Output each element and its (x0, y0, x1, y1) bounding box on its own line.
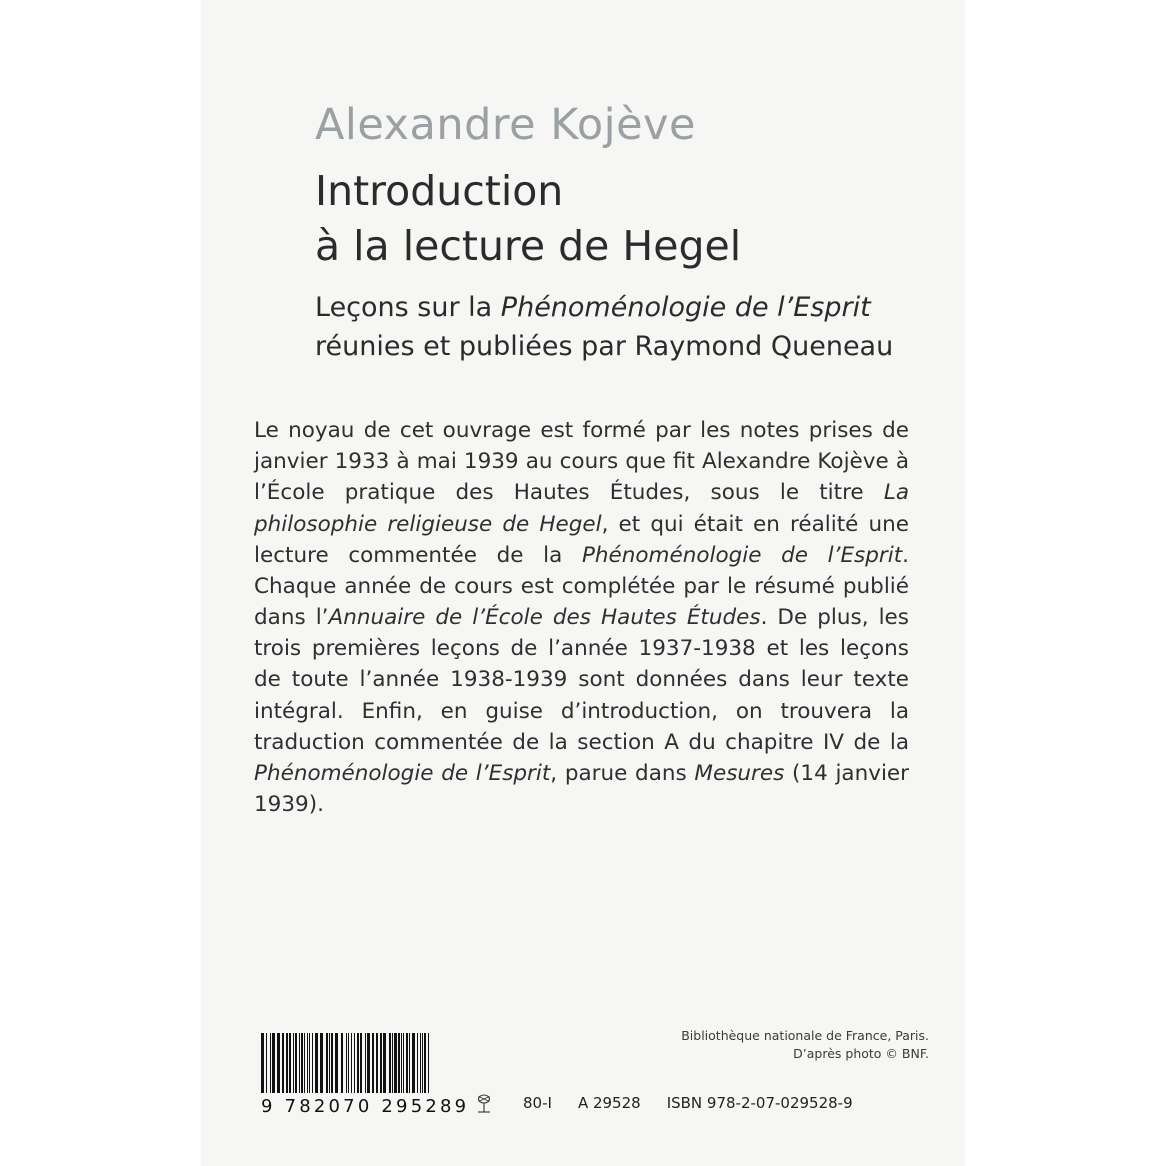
isbn: ISBN 978-2-07-029528-9 (666, 1094, 853, 1112)
subtitle-line-1 (315, 288, 893, 327)
credit-line-2: D’après photo © BNF. (793, 1046, 929, 1062)
blurb-part-1: Le noyau de cet ouvrage est formé par les notes prises de janvier 1933 à mai 1939 au cours que fit Alexandre Kojève à l’École pratique des Hautes Études, sous le titre (254, 418, 909, 506)
blurb-italic-1: La philosophie religieuse de Hegel (254, 480, 909, 537)
reference-code: A 29528 (577, 1094, 641, 1112)
page-title (315, 164, 741, 275)
price-code: 80-I (523, 1094, 552, 1112)
photo-credit (669, 1027, 929, 1063)
barcode-bars (261, 1033, 431, 1093)
subtitle (315, 288, 893, 366)
title-line-1: Introduction (315, 167, 564, 215)
subtitle-prefix: Leçons sur la (315, 292, 501, 323)
blurb-part-3: . Chaque année de cours est complétée par le résumé publié dans l’ (254, 542, 909, 631)
blurb-part-2: , et qui était en réalité une lecture commentée de la (254, 511, 909, 568)
cover-surface (201, 0, 965, 1166)
author-name: Alexandre Kojève (315, 100, 696, 150)
subtitle-work-title: Phénoménologie de l’Esprit (500, 292, 871, 323)
blurb-italic-4: Phénoménologie de l’Esprit (254, 760, 551, 786)
publisher-logo-icon (471, 1090, 497, 1116)
blurb-part-4: . De plus, les trois premières leçons de l’année 1937-1938 et les leçons de toute l’année 1938-1939 sont données dans leur texte intégral. Enfin, en guise d’introduction, on trouvera la traduction commentée de la section A du chapitre IV de la (254, 605, 909, 755)
blurb-text (254, 415, 909, 820)
blurb-italic-3: Annuaire de l’École des Hautes Études (328, 605, 761, 631)
credit-line-1: Bibliothèque nationale de France, Paris. (681, 1028, 929, 1043)
blurb-italic-2: Phénoménologie de l’Esprit (581, 542, 903, 568)
blurb-italic-5: Mesures (694, 760, 785, 786)
barcode-digits: 9 782070 295289 (261, 1096, 470, 1117)
blurb-part-6: (14 janvier 1939). (254, 760, 909, 818)
blurb-part-5: , parue dans (550, 760, 695, 786)
barcode (261, 1033, 470, 1117)
title-line-2: à la lecture de Hegel (315, 222, 742, 271)
subtitle-line-2: réunies et publiées par Raymond Queneau (315, 331, 894, 363)
cover-footer (471, 1090, 853, 1116)
